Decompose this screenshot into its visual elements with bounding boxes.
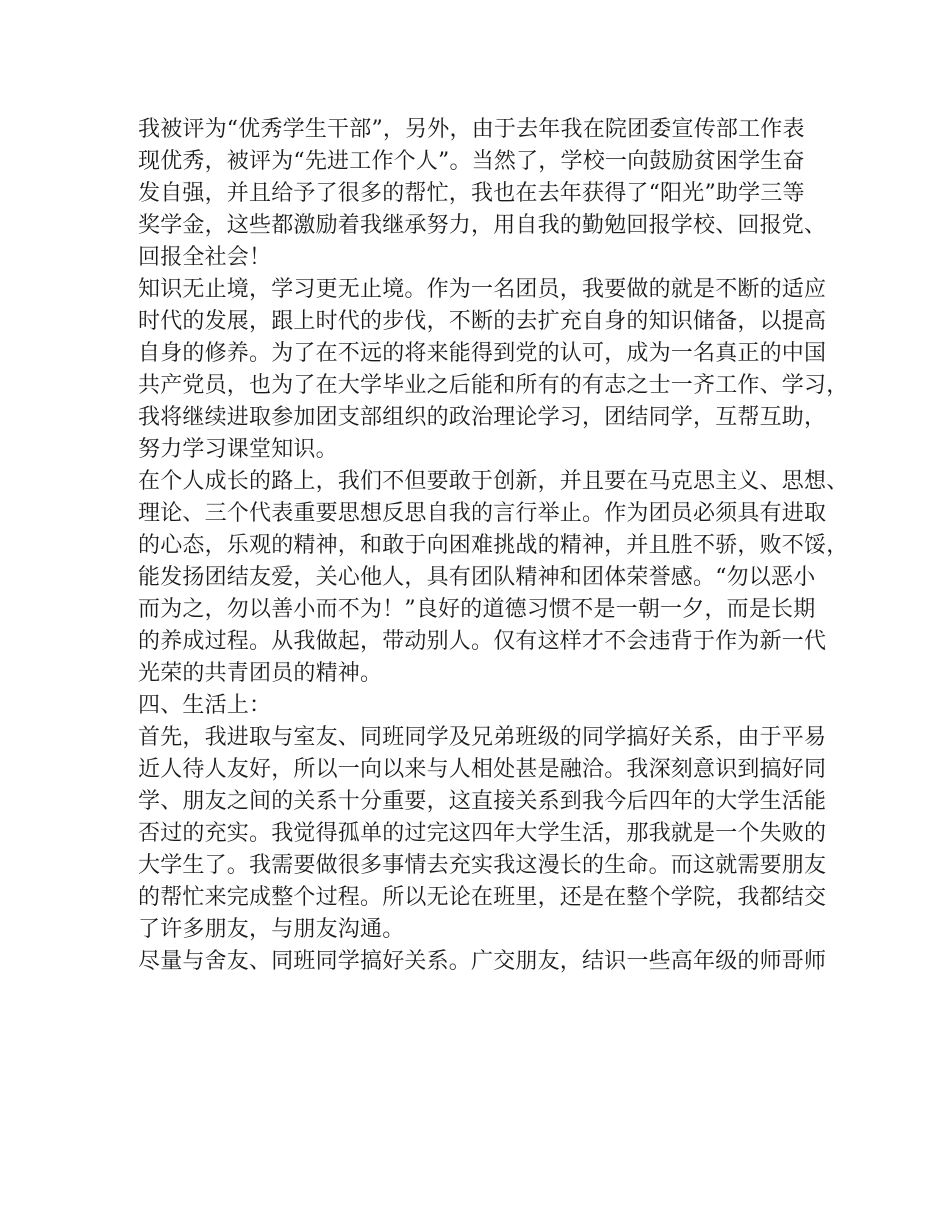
- text-line: 首先，我进取与室友、同班同学及兄弟班级的同学搞好关系，由于平易: [138, 725, 827, 750]
- section-heading: 四、生活上：: [138, 693, 272, 718]
- text-line: 尽量与舍友、同班同学搞好关系。广交朋友，结识一些高年级的师哥师: [138, 949, 827, 974]
- text-line: 否过的充实。我觉得孤单的过完这四年大学生活，那我就是一个失败的: [138, 821, 827, 846]
- text-line: 的养成过程。从我做起，带动别人。仅有这样才不会违背于作为新一代: [138, 629, 827, 654]
- text-line: 奖学金，这些都激励着我继承努力，用自我的勤勉回报学校、回报党、: [138, 213, 827, 238]
- text-line: 发自强，并且给予了很多的帮忙，我也在去年获得了“阳光”助学三等: [138, 181, 805, 206]
- text-line: 共产党员，也为了在大学毕业之后能和所有的有志之士一齐工作、学习，: [138, 373, 849, 398]
- text-line: 理论、三个代表重要思想反思自我的言行举止。作为团员必须具有进取: [138, 501, 827, 526]
- text-line: 回报全社会！: [138, 245, 272, 270]
- text-line: 知识无止境，学习更无止境。作为一名团员，我要做的就是不断的适应: [138, 277, 827, 302]
- text-line: 的心态，乐观的精神，和敢于向困难挑战的精神，并且胜不骄，败不馁，: [138, 533, 849, 558]
- text-line: 自身的修养。为了在不远的将来能得到党的认可，成为一名真正的中国: [138, 341, 827, 366]
- text-line: 了许多朋友，与朋友沟通。: [138, 917, 405, 942]
- text-line: 在个人成长的路上，我们不但要敢于创新，并且要在马克思主义、思想、: [138, 469, 849, 494]
- text-line: 能发扬团结友爱，关心他人，具有团队精神和团体荣誉感。“勿以恶小: [138, 565, 816, 590]
- text-line: 努力学习课堂知识。: [138, 437, 338, 462]
- text-line: 光荣的共青团员的精神。: [138, 661, 383, 686]
- text-line: 近人待人友好，所以一向以来与人相处甚是融洽。我深刻意识到搞好同: [138, 757, 827, 782]
- text-line: 现优秀，被评为“先进工作个人”。当然了，学校一向鼓励贫困学生奋: [138, 149, 805, 174]
- text-line: 我将继续进取参加团支部组织的政治理论学习，团结同学，互帮互助，: [138, 405, 827, 430]
- text-line: 时代的发展，跟上时代的步伐，不断的去扩充自身的知识储备，以提高: [138, 309, 827, 334]
- document-body: [138, 114, 849, 978]
- text-line: 的帮忙来完成整个过程。所以无论在班里，还是在整个学院，我都结交: [138, 885, 827, 910]
- text-line: 我被评为“优秀学生干部”，另外，由于去年我在院团委宣传部工作表: [138, 117, 805, 142]
- text-line: 而为之，勿以善小而不为！”良好的道德习惯不是一朝一夕，而是长期: [138, 597, 816, 622]
- text-line: 大学生了。我需要做很多事情去充实我这漫长的生命。而这就需要朋友: [138, 853, 827, 878]
- text-line: 学、朋友之间的关系十分重要，这直接关系到我今后四年的大学生活能: [138, 789, 827, 814]
